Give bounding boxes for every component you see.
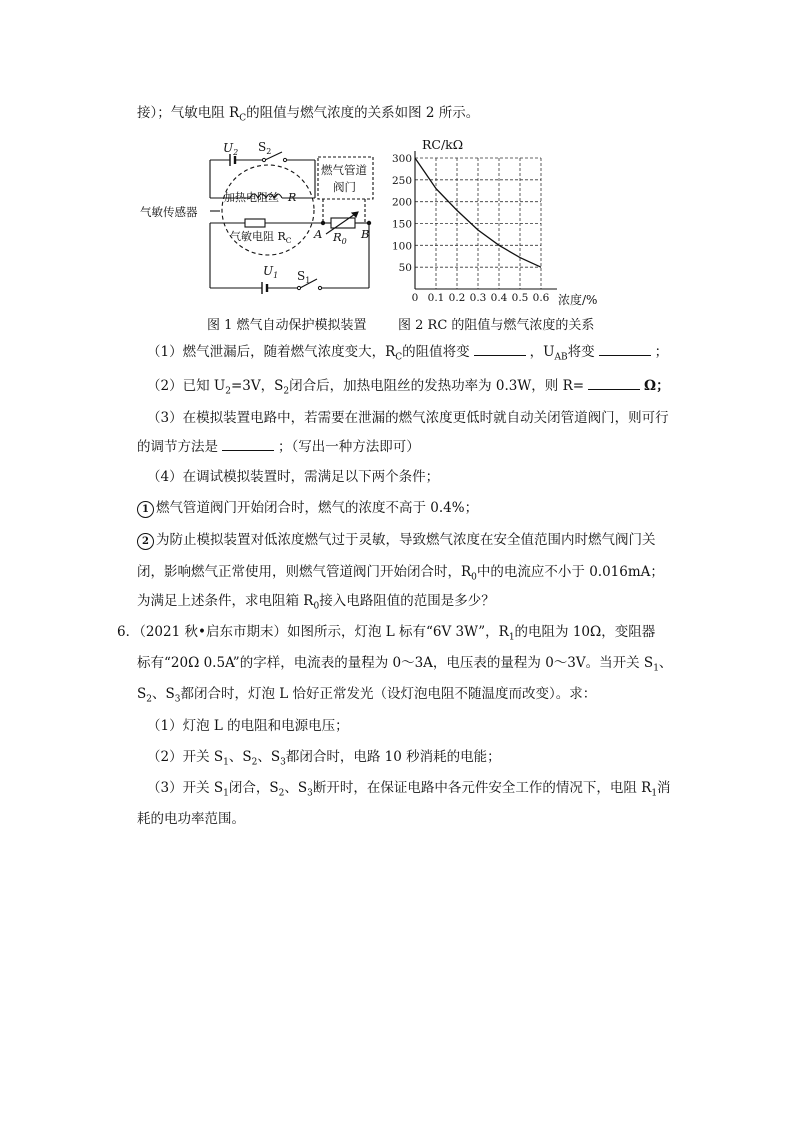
condition-1: 1 燃气管道阀门开始闭合时，燃气的浓度不高于 0.4%；	[137, 499, 478, 518]
answer-blank[interactable]	[599, 343, 651, 356]
svg-text:S2: $S_2$	[258, 140, 272, 156]
chart-x-tick-label: 0.3	[469, 292, 487, 304]
problem-6-line3: $S_2$、$S_3$都闭合时，灯泡 L 恰好正常发光（设灯泡电阻不随温度而改变）。求：	[137, 686, 597, 705]
problem-6-q3: （3）开关 $S_1$闭合，$S_2$、$S_3$断开时，在保证电路中各元件安全工作的情况下，电阻 $R_1$消	[147, 780, 671, 799]
svg-text:B: B	[361, 227, 370, 241]
question-4: （4）在调试模拟装置时，需满足以下两个条件；	[147, 469, 440, 485]
condition-2-line1: 2 为防止模拟装置对低浓度燃气过于灵敏，导致燃气浓度在安全值范围内时燃气阀门关	[137, 531, 656, 550]
answer-blank[interactable]	[222, 438, 274, 451]
chart-y-tick-label: 50	[398, 262, 412, 275]
circled-number-1: 1	[137, 501, 154, 518]
chart-figure	[391, 133, 610, 313]
question-3-line1: （3）在模拟装置电路中，若需要在泄漏的燃气浓度更低时就自动关闭管道阀门，则可行	[147, 410, 669, 426]
svg-text:R: R	[288, 191, 297, 204]
figure2-caption: 图 2 RC 的阻值与燃气浓度的关系	[398, 318, 595, 333]
problem-6-line1: 6．（2021 秋•启东市期末）如图所示，灯泡 L 标有“6V 3W”，$R_1$的电阻为 10Ω，变阻器	[117, 624, 656, 643]
answer-blank[interactable]	[474, 343, 526, 356]
svg-text:U1: $U_1$	[263, 264, 279, 280]
chart-x-tick-label: 0.2	[448, 292, 466, 304]
question-1: （1）燃气泄漏后，随着燃气浓度变大，$R_C$的阻值将变 ，$U_{AB}$将变 ；	[147, 344, 669, 363]
svg-text:气敏电阻 RC: 气敏电阻 $R_C$	[230, 230, 292, 245]
chart-x-tick-label: 0.6	[532, 292, 550, 304]
svg-text:阀门: 阀门	[333, 180, 356, 194]
answer-blank[interactable]	[588, 377, 640, 390]
question-3-line2: 的调节方法是 ；（写出一种方法即可）	[137, 439, 420, 455]
chart-ylabel: RC/kΩ	[422, 137, 464, 152]
chart-y-tick-label: 150	[391, 218, 412, 231]
condition-2-line3: 为满足上述条件，求电阻箱 $R_0$接入电路阻值的范围是多少？	[137, 593, 495, 612]
chart-y-tick-label: 200	[391, 196, 412, 209]
svg-text:A: A	[314, 227, 323, 241]
circuit-diagram	[140, 138, 390, 313]
chart-y-tick-label: 250	[391, 174, 412, 187]
chart-x-tick-label: 0.4	[490, 292, 508, 304]
problem-6-q3-line2: 耗的电功率范围。	[137, 811, 245, 827]
figure1-caption: 图 1 燃气自动保护模拟装置	[207, 318, 367, 333]
intro-line: 接）；气敏电阻 $R_C$的阻值与燃气浓度的关系如图 2 所示。	[137, 105, 480, 124]
node-a	[321, 221, 325, 225]
svg-text:U2: $U_2$	[223, 141, 239, 157]
problem-6-q1: （1）灯泡 L 的电阻和电源电压；	[147, 718, 349, 734]
circled-number-2: 2	[137, 533, 154, 550]
chart-y-tick-label: 100	[391, 240, 412, 253]
problem-6-q2: （2）开关 $S_1$、$S_2$、$S_3$都闭合时，电路 10 秒消耗的电能；	[147, 749, 501, 768]
chart-y-tick-label: 300	[391, 153, 412, 165]
chart-x-tick-label: 0.1	[427, 292, 445, 304]
svg-text:S1: $S_1$	[297, 269, 311, 285]
resistance-concentration-chart	[391, 133, 610, 313]
circuit-figure	[140, 138, 390, 313]
svg-text:气敏传感器: 气敏传感器	[140, 205, 198, 219]
chart-x-tick-label: 0	[411, 292, 419, 304]
svg-text:加热电阻丝: 加热电阻丝	[224, 191, 279, 204]
chart-xlabel: 浓度/%	[558, 293, 598, 307]
question-2: （2）已知 $U_2=3V$，$S_2$闭合后，加热电阻丝的发热功率为 0.3W，则 R= Ω；	[147, 378, 670, 397]
condition-2-line2: 闭，影响燃气正常使用，则燃气管道阀门开始闭合时，$R_0$中的电流应不小于 0.016mA；	[137, 564, 664, 583]
node-b	[367, 221, 371, 225]
chart-x-tick-label: 0.5	[511, 292, 529, 304]
problem-6-line2: 标有“20Ω 0.5A”的字样，电流表的量程为 0～3A，电压表的量程为 0～3V。当开关 $S_1$、	[137, 655, 673, 674]
svg-text:R0: $R_0$	[333, 230, 347, 246]
svg-text:燃气管道: 燃气管道	[321, 163, 367, 177]
